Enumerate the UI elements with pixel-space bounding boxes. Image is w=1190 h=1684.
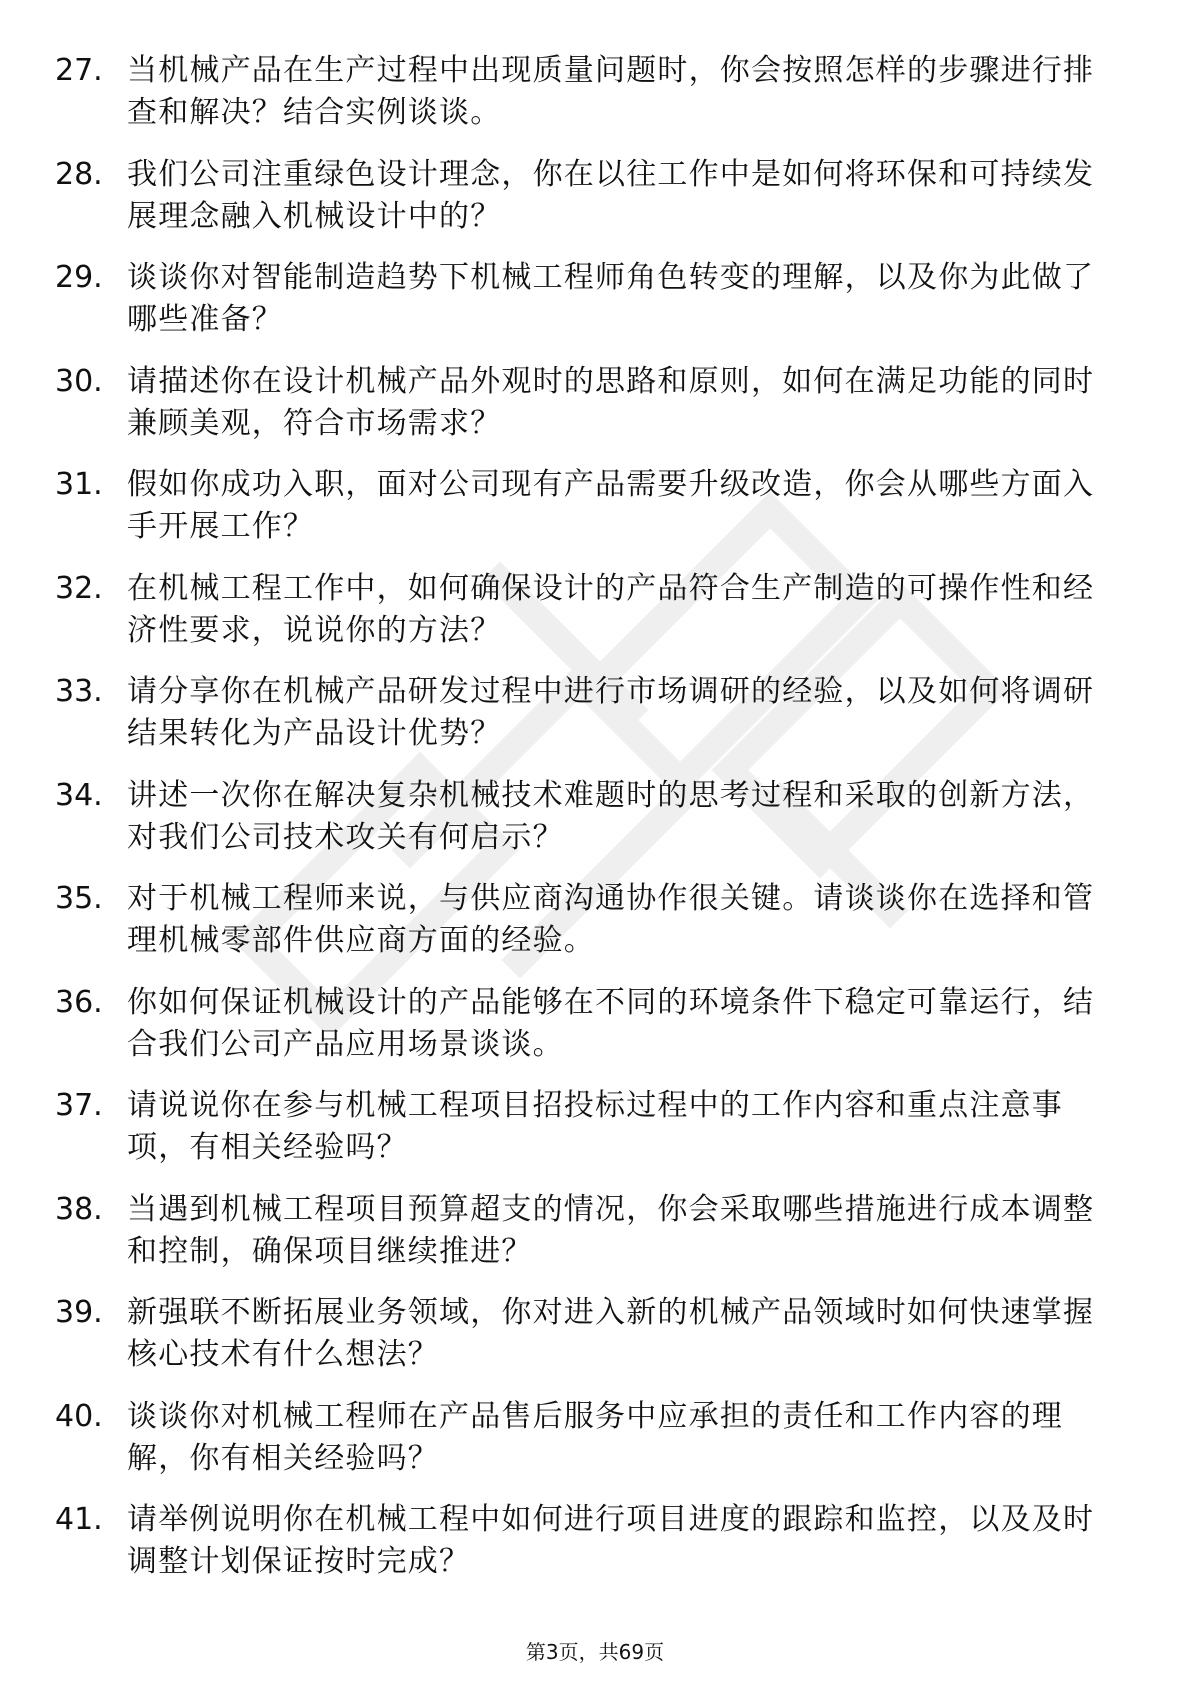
question-number: 30.: [55, 363, 103, 399]
question-item: [55, 1396, 1125, 1500]
question-item: [55, 671, 1125, 775]
question-number: 35.: [55, 881, 103, 916]
question-item: [55, 1292, 1125, 1396]
question-text: 请说说你在参与机械工程项目招投标过程中的工作内容和重点注意事项，有相关经验吗？: [127, 1088, 1063, 1165]
question-item: [55, 464, 1125, 568]
question-text: 你如何保证机械设计的产品能够在不同的环境条件下稳定可靠运行，结合我们公司产品应用场景谈谈。: [127, 984, 1095, 1062]
question-number: 33.: [55, 674, 103, 709]
question-text: 假如你成功入职，面对公司现有产品需要升级改造，你会从哪些方面入手开展工作？: [127, 467, 1095, 544]
question-number: 41.: [55, 1502, 103, 1537]
question-number: 31.: [55, 467, 103, 502]
question-item: [55, 878, 1125, 982]
question-number: 28.: [55, 156, 103, 192]
question-item: [55, 50, 1125, 154]
question-number: 32.: [55, 570, 103, 606]
question-text: 当机械产品在生产过程中出现质量问题时，你会按照怎样的步骤进行排查和解决？结合实例谈谈。: [127, 53, 1095, 130]
question-item: [55, 154, 1125, 258]
question-number: 29.: [55, 260, 103, 295]
page-number-footer: 第3页，共69页: [525, 1640, 665, 1664]
question-text: 讲述一次你在解决复杂机械技术难题时的思考过程和采取的创新方法，对我们公司技术攻关有何启示？: [127, 777, 1095, 855]
question-text: 谈谈你对智能制造趋势下机械工程师角色转变的理解，以及你为此做了哪些准备？: [127, 260, 1095, 337]
question-number: 36.: [55, 984, 103, 1020]
question-number: 38.: [55, 1191, 103, 1227]
question-item: [55, 361, 1125, 465]
question-item: [55, 568, 1125, 672]
question-number: 34.: [55, 777, 103, 813]
question-text: 当遇到机械工程项目预算超支的情况，你会采取哪些措施进行成本调整和控制，确保项目继续推进？: [127, 1191, 1095, 1269]
question-number: 40.: [55, 1398, 103, 1434]
question-item: [55, 1189, 1125, 1293]
question-item: [55, 1085, 1125, 1189]
question-text: 对于机械工程师来说，与供应商沟通协作很关键。请谈谈你在选择和管理机械零部件供应商方面的经验。: [127, 881, 1095, 958]
question-number: 37.: [55, 1088, 103, 1123]
question-text: 在机械工程工作中，如何确保设计的产品符合生产制造的可操作性和经济性要求，说说你的方法？: [127, 570, 1095, 648]
question-text: 请分享你在机械产品研发过程中进行市场调研的经验，以及如何将调研结果转化为产品设计优势？: [127, 674, 1095, 751]
question-item: [55, 257, 1125, 361]
question-item: [55, 775, 1125, 879]
question-text: 谈谈你对机械工程师在产品售后服务中应承担的责任和工作内容的理解，你有相关经验吗？: [127, 1398, 1063, 1476]
question-item: [55, 982, 1125, 1086]
question-number: 39.: [55, 1295, 103, 1330]
question-text: 请举例说明你在机械工程中如何进行项目进度的跟踪和监控，以及及时调整计划保证按时完成？: [127, 1502, 1095, 1579]
question-item: [55, 1499, 1125, 1603]
question-number: 27.: [55, 53, 103, 88]
question-text: 请描述你在设计机械产品外观时的思路和原则，如何在满足功能的同时兼顾美观，符合市场需求？: [127, 363, 1095, 441]
question-text: 我们公司注重绿色设计理念，你在以往工作中是如何将环保和可持续发展理念融入机械设计中的？: [127, 156, 1095, 234]
question-text: 新强联不断拓展业务领域，你对进入新的机械产品领域时如何快速掌握核心技术有什么想法？: [127, 1295, 1095, 1372]
question-list: [55, 50, 1125, 1603]
